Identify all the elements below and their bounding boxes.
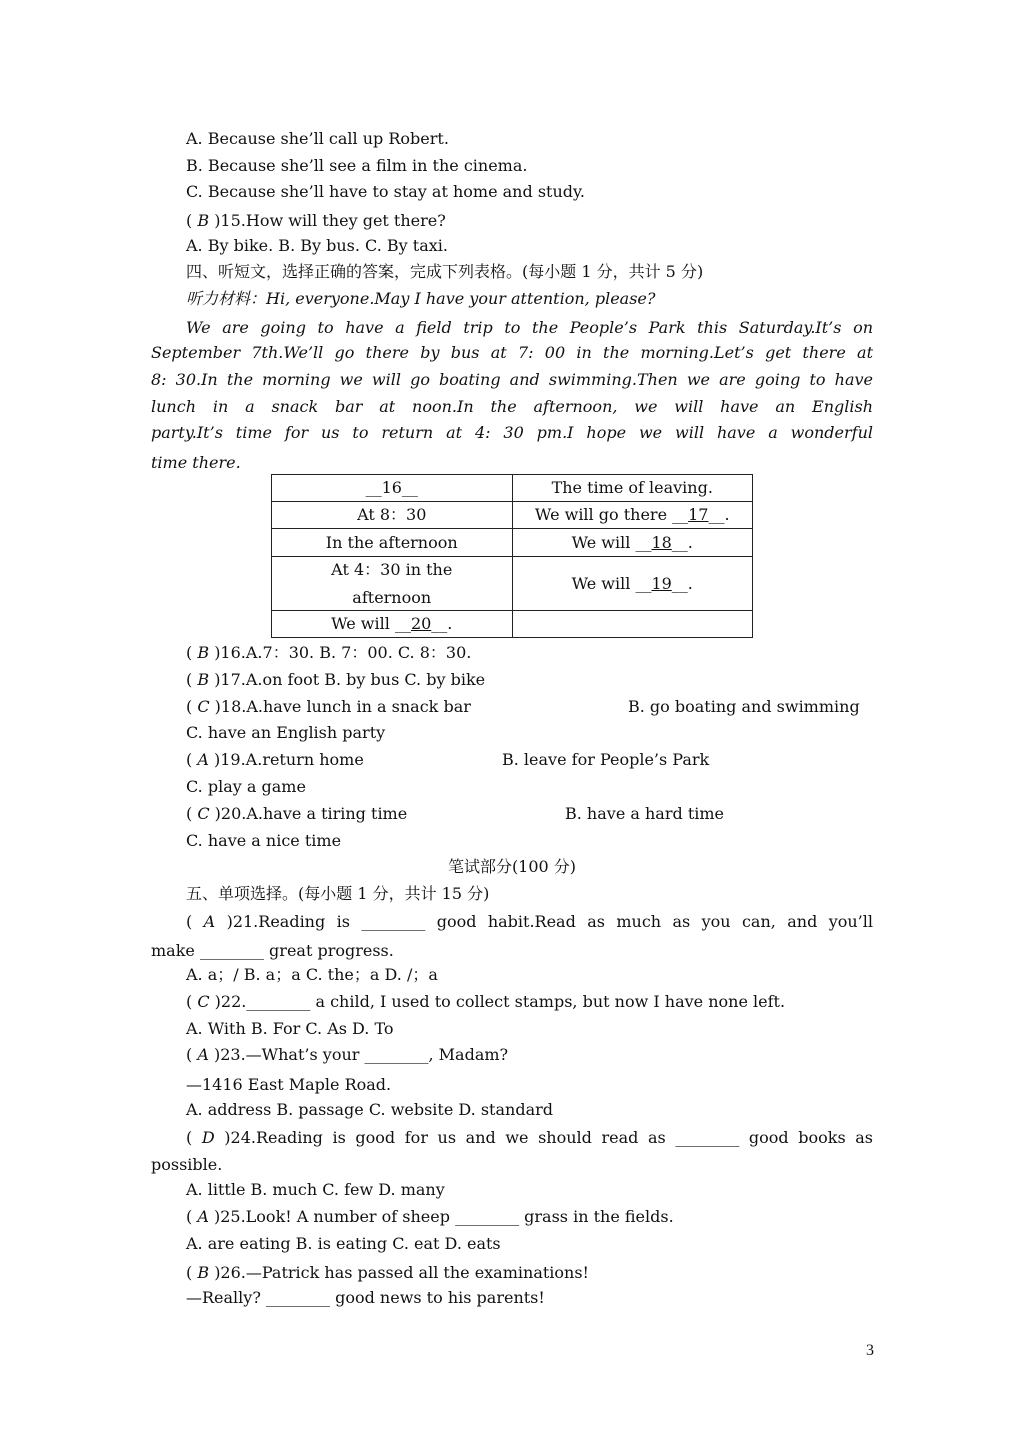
table-row xyxy=(272,611,753,638)
q20-option-c: C. have a nice time xyxy=(186,831,342,850)
q14-option-c: C. Because she’ll have to stay at home and study. xyxy=(186,182,585,201)
passage-line-5: party.It’s time for us to return at 4: 30 pm.I hope we will have a wonderful xyxy=(151,423,873,442)
table-cell: In the afternoon xyxy=(272,529,513,557)
table-cell: The time of leaving. xyxy=(512,475,753,502)
page-number: 3 xyxy=(866,1342,874,1359)
q24-line-1: ( D )24.Reading is good for us and we should read as ________ good books as xyxy=(186,1128,874,1147)
q21-line-2: make ________ great progress. xyxy=(151,941,394,960)
q19: ( A )19.A.return home xyxy=(186,750,364,769)
table-cell: We will __18__. xyxy=(512,529,753,557)
q24-line-2: possible. xyxy=(151,1155,223,1174)
q22-options: A. With B. For C. As D. To xyxy=(186,1019,394,1038)
q15-options: A. By bike. B. By bus. C. By taxi. xyxy=(186,236,448,255)
q18-option-c: C. have an English party xyxy=(186,723,386,742)
q15-stem: ( B )15.How will they get there? xyxy=(186,211,446,230)
passage-line-3: 8: 30.In the morning we will go boating and swimming.Then we are going to have xyxy=(151,370,873,389)
schedule-table xyxy=(271,474,753,638)
q23-line-1: ( A )23.—What’s your ________, Madam? xyxy=(186,1045,509,1064)
q22-line-1: ( C )22.________ a child, I used to collect stamps, but now I have none left. xyxy=(186,992,786,1011)
table-row xyxy=(272,502,753,529)
q26-line-2: —Really? ________ good news to his parents! xyxy=(186,1288,545,1307)
passage-line-2: September 7th.We’ll go there by bus at 7: 00 in the morning.Let’s get there at xyxy=(151,343,873,362)
q21-options: A. a；/ B. a；a C. the；a D. /；a xyxy=(186,965,438,984)
q18: ( C )18.A.have lunch in a snack bar xyxy=(186,697,471,716)
q20: ( C )20.A.have a tiring time xyxy=(186,804,408,823)
passage-line-4: lunch in a snack bar at noon.In the afternoon, we will have an English xyxy=(151,397,873,416)
section4-heading: 四、听短文，选择正确的答案，完成下列表格。(每小题 1 分，共计 5 分) xyxy=(186,262,704,281)
table-row xyxy=(272,529,753,557)
table-row xyxy=(272,475,753,502)
passage-line-1: We are going to have a field trip to the People’s Park this Saturday.It’s on xyxy=(186,318,873,337)
written-part-heading: 笔试部分(100 分) xyxy=(447,857,577,876)
q17: ( B )17.A.on foot B. by bus C. by bike xyxy=(186,670,486,689)
passage-line-6: time there. xyxy=(151,453,241,472)
table-cell: At 8：30 xyxy=(272,502,513,529)
table-cell xyxy=(512,611,753,638)
q14-option-b: B. Because she’ll see a film in the cinema. xyxy=(186,156,528,175)
table-cell: At 4：30 in the afternoon xyxy=(272,557,513,611)
q23-options: A. address B. passage C. website D. standard xyxy=(186,1100,553,1119)
q23-line-2: —1416 East Maple Road. xyxy=(186,1075,392,1094)
q19-option-c: C. play a game xyxy=(186,777,306,796)
q15-answer: B xyxy=(197,211,210,230)
listening-material-intro: 听力材料：Hi, everyone.May I have your attention, please? xyxy=(186,289,656,308)
q26-line-1: ( B )26.—Patrick has passed all the examinations! xyxy=(186,1263,589,1282)
q18-option-b: B. go boating and swimming xyxy=(628,697,860,716)
q21-line-1: ( A )21.Reading is ________ good habit.Read as much as you can, and you’ll xyxy=(186,912,873,931)
q20-option-b: B. have a hard time xyxy=(565,804,724,823)
section5-heading: 五、单项选择。(每小题 1 分，共计 15 分) xyxy=(186,884,490,903)
table-cell: We will __20__. xyxy=(272,611,513,638)
q19-option-b: B. leave for People’s Park xyxy=(502,750,710,769)
q24-options: A. little B. much C. few D. many xyxy=(186,1180,445,1199)
q14-option-a: A. Because she’ll call up Robert. xyxy=(186,129,449,148)
q25-options: A. are eating B. is eating C. eat D. eats xyxy=(186,1234,501,1253)
q16: ( B )16.A.7：30. B. 7：00. C. 8：30. xyxy=(186,643,472,662)
q25-line-1: ( A )25.Look! A number of sheep ________ grass in the fields. xyxy=(186,1207,674,1226)
table-cell: __16__ xyxy=(272,475,513,502)
table-cell: We will __19__. xyxy=(512,557,753,611)
table-row xyxy=(272,557,753,611)
table-cell: We will go there __17__. xyxy=(512,502,753,529)
